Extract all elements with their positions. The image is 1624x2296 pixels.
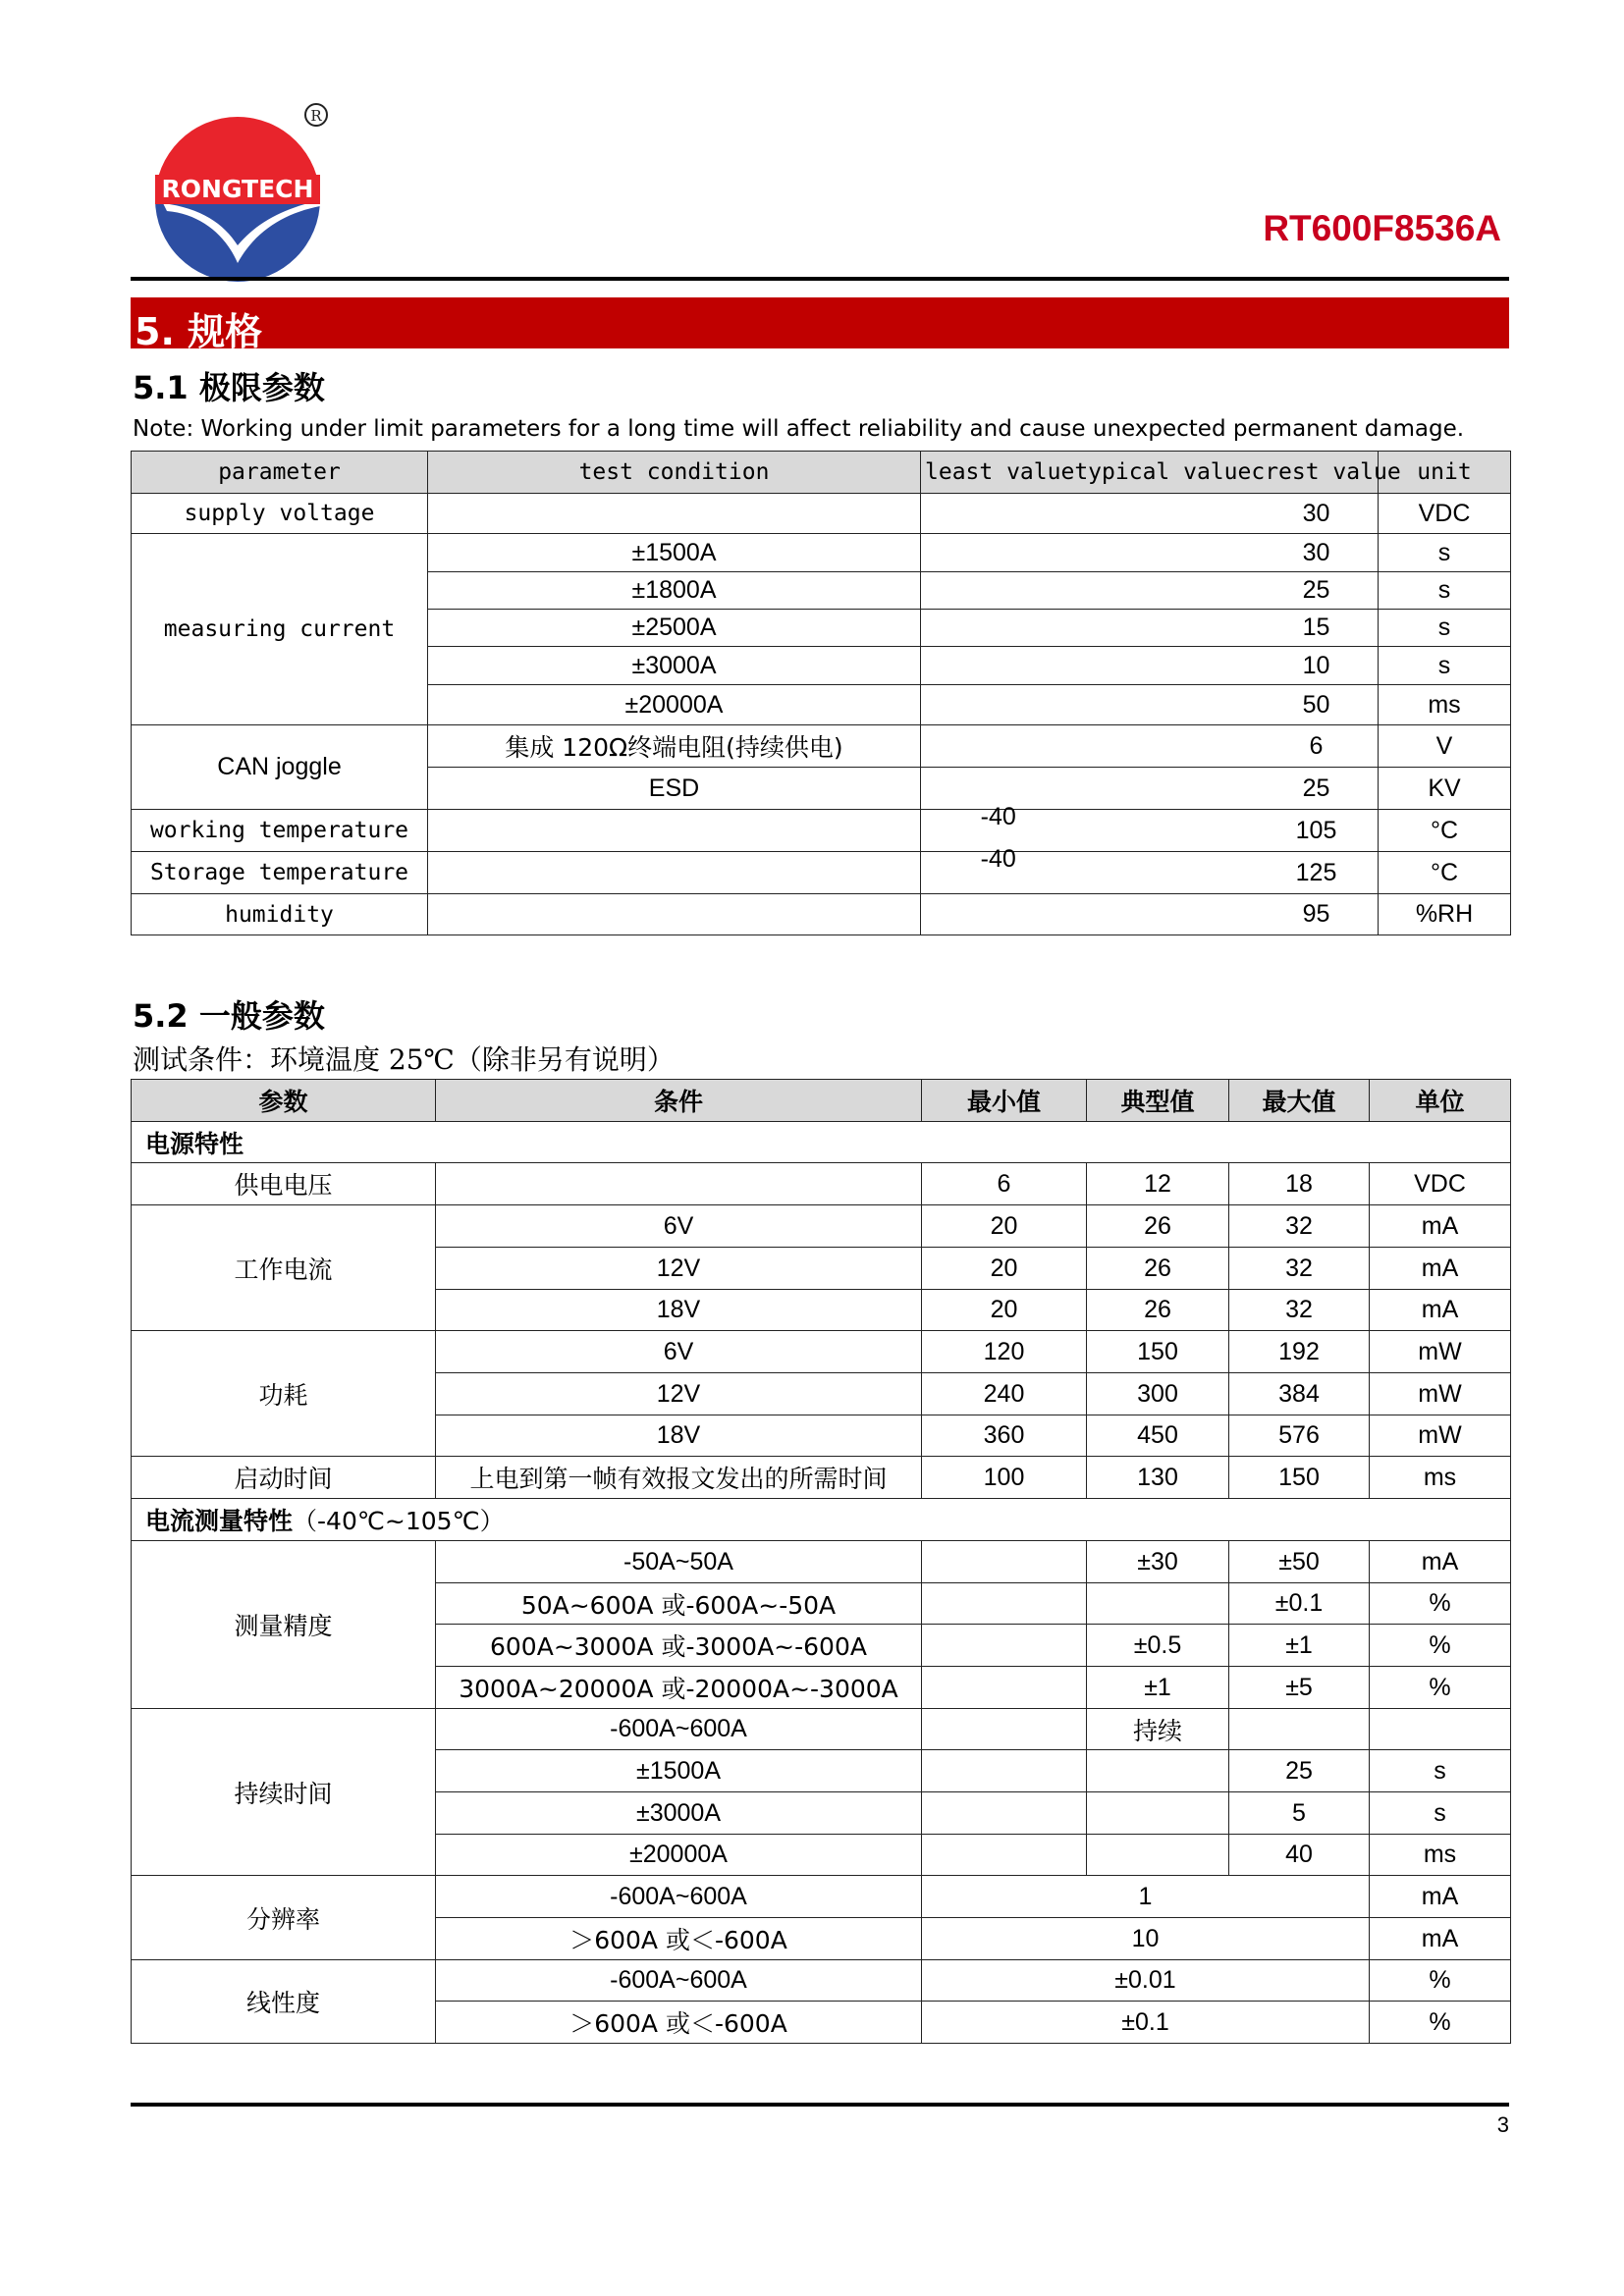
section-title: 5. 规格 <box>135 310 263 353</box>
cell-max: 576 <box>1229 1415 1370 1457</box>
group-measure-range: （-40℃~105℃） <box>293 1507 505 1535</box>
cell-typ: 持续 <box>1087 1709 1229 1750</box>
cell-condition: -600A~600A <box>436 1709 922 1750</box>
limits-note: Note: Working under limit parameters for a long time will affect reliability and cause unexpected permanent damage. <box>133 416 1465 442</box>
cell-min: 20 <box>922 1205 1087 1248</box>
cell-unit: s <box>1379 534 1511 572</box>
table-header-row <box>132 1080 1511 1122</box>
cell-unit: s <box>1370 1792 1511 1835</box>
cell-condition: -50A~50A <box>436 1541 922 1583</box>
table-row <box>132 1457 1511 1499</box>
table-row <box>132 1709 1511 1750</box>
cell-unit: s <box>1379 572 1511 610</box>
cell-values <box>921 894 1379 935</box>
cell-typ: ±0.01 <box>922 1960 1370 2002</box>
cell-unit: mW <box>1370 1373 1511 1415</box>
cell-min: 20 <box>922 1290 1087 1331</box>
header-values <box>921 452 1401 494</box>
cell-condition: ±2500A <box>428 610 921 647</box>
cell-unit: °C <box>1379 852 1511 894</box>
table-row <box>132 1541 1511 1583</box>
cell-max: 150 <box>1229 1457 1370 1499</box>
cell-typ: 450 <box>1087 1415 1229 1457</box>
header-typ: typical value <box>1074 459 1252 485</box>
cell-unit: KV <box>1379 768 1511 810</box>
header-param: 参数 <box>132 1080 436 1122</box>
cell-unit: % <box>1370 1583 1511 1625</box>
cell-typ: 130 <box>1087 1457 1229 1499</box>
cell-unit: ms <box>1379 685 1511 725</box>
cell-max: ±5 <box>1229 1667 1370 1709</box>
cell-min <box>922 1709 1087 1750</box>
header-max: crest value <box>1251 459 1401 485</box>
cell-condition <box>428 852 921 894</box>
table-row <box>132 810 1511 852</box>
cell-values <box>921 685 1379 725</box>
cell-typ <box>1087 1750 1229 1792</box>
cell-max: 192 <box>1229 1331 1370 1373</box>
cell-min: 100 <box>922 1457 1087 1499</box>
cell-min <box>922 1667 1087 1709</box>
cell-unit: mW <box>1370 1415 1511 1457</box>
table-row <box>132 1960 1511 2002</box>
header-condition: test condition <box>428 452 921 494</box>
footer-rule <box>131 2103 1509 2107</box>
cell-typ <box>1087 1583 1229 1625</box>
cell-condition: 12V <box>436 1248 922 1290</box>
header-min: 最小值 <box>922 1080 1087 1122</box>
header-min: least value <box>925 459 1075 485</box>
cell-unit: mA <box>1370 1541 1511 1583</box>
table-row <box>132 1205 1511 1248</box>
page-number: 3 <box>1496 2112 1509 2137</box>
cell-max: ±0.1 <box>1229 1583 1370 1625</box>
param-label: measuring current <box>132 534 428 725</box>
cell-typ: 26 <box>1087 1205 1229 1248</box>
cell-min: 20 <box>922 1248 1087 1290</box>
document-code: RT600F8536A <box>1263 208 1501 248</box>
table-row <box>132 894 1511 935</box>
param-label: supply voltage <box>132 494 428 534</box>
cell-condition: ±1500A <box>436 1750 922 1792</box>
table-row <box>132 1331 1511 1373</box>
cell-values <box>921 534 1379 572</box>
header-rule <box>131 277 1509 281</box>
table-row <box>132 534 1511 572</box>
cell-condition: 12V <box>436 1373 922 1415</box>
cell-max: 6 <box>1309 731 1324 760</box>
cell-values <box>921 610 1379 647</box>
limits-heading: 5.1 极限参数 <box>133 369 325 406</box>
cell-unit: ms <box>1370 1457 1511 1499</box>
cell-typ: ±30 <box>1087 1541 1229 1583</box>
cell-min <box>922 1792 1087 1835</box>
cell-values <box>921 844 1379 894</box>
group-power-label: 电源特性 <box>132 1122 1511 1163</box>
group-row <box>132 1499 1511 1541</box>
rongtech-logo <box>147 98 344 285</box>
cell-values <box>921 647 1379 685</box>
cell-condition <box>428 494 921 534</box>
cell-min: 240 <box>922 1373 1087 1415</box>
cell-values <box>921 725 1379 768</box>
header-max: 最大值 <box>1229 1080 1370 1122</box>
table-row <box>132 494 1511 534</box>
cell-unit: mA <box>1370 1290 1511 1331</box>
header-parameter: parameter <box>132 452 428 494</box>
cell-min <box>922 1625 1087 1667</box>
group-row <box>132 1122 1511 1163</box>
cell-unit: V <box>1379 725 1511 768</box>
cell-condition: ±1800A <box>428 572 921 610</box>
param-label: working temperature <box>132 810 428 852</box>
cell-condition: 18V <box>436 1415 922 1457</box>
cell-max: 25 <box>1229 1750 1370 1792</box>
cell-unit: % <box>1370 2002 1511 2044</box>
table-header-row <box>132 452 1511 494</box>
cell-values <box>921 572 1379 610</box>
cell-max: ±50 <box>1229 1541 1370 1583</box>
table-row <box>132 852 1511 894</box>
cell-condition: ESD <box>428 768 921 810</box>
cell-unit: mW <box>1370 1331 1511 1373</box>
cell-unit: s <box>1379 647 1511 685</box>
cell-condition: ±1500A <box>428 534 921 572</box>
cell-condition: 3000A~20000A 或-20000A~-3000A <box>436 1667 922 1709</box>
cell-condition: 50A~600A 或-600A~-50A <box>436 1583 922 1625</box>
cell-min: -40 <box>980 802 1016 830</box>
cell-unit: % <box>1370 1625 1511 1667</box>
cell-min <box>922 1541 1087 1583</box>
cell-values <box>921 494 1379 534</box>
cell-min <box>922 1835 1087 1876</box>
cell-max: 25 <box>1302 774 1330 802</box>
cell-max: 18 <box>1229 1163 1370 1205</box>
param-label: 功耗 <box>132 1331 436 1457</box>
cell-max: ±1 <box>1229 1625 1370 1667</box>
limit-parameters-table <box>131 451 1511 935</box>
param-label: 测量精度 <box>132 1541 436 1709</box>
group-measure-title: 电流测量特性 <box>145 1507 294 1535</box>
header-typ: 典型值 <box>1087 1080 1229 1122</box>
cell-typ: 300 <box>1087 1373 1229 1415</box>
cell-condition: 集成 120Ω终端电阻(持续供电) <box>428 725 921 768</box>
cell-unit: % <box>1370 1667 1511 1709</box>
cell-unit: VDC <box>1379 494 1511 534</box>
cell-min: 6 <box>922 1163 1087 1205</box>
cell-condition: ＞600A 或＜-600A <box>436 2002 922 2044</box>
cell-unit: mA <box>1370 1876 1511 1918</box>
param-label: 启动时间 <box>132 1457 436 1499</box>
cell-max: 32 <box>1229 1290 1370 1331</box>
cell-max: 15 <box>1302 614 1330 641</box>
svg-text:R: R <box>310 107 322 125</box>
cell-max: 40 <box>1229 1835 1370 1876</box>
cell-min: 120 <box>922 1331 1087 1373</box>
cell-condition: 600A~3000A 或-3000A~-600A <box>436 1625 922 1667</box>
cell-min: 360 <box>922 1415 1087 1457</box>
general-parameters-table <box>131 1079 1511 2044</box>
cell-unit: % <box>1370 1960 1511 2002</box>
logo-brand-text: RONGTECH <box>161 175 314 203</box>
cell-condition: 18V <box>436 1290 922 1331</box>
param-label: 持续时间 <box>132 1709 436 1876</box>
cell-max <box>1229 1709 1370 1750</box>
cell-unit: mA <box>1370 1205 1511 1248</box>
table-row <box>132 725 1511 768</box>
cell-min: -40 <box>980 844 1016 873</box>
general-heading: 5.2 一般参数 <box>133 997 325 1035</box>
cell-condition: ±3000A <box>428 647 921 685</box>
cell-condition: ±20000A <box>436 1835 922 1876</box>
cell-condition: -600A~600A <box>436 1960 922 2002</box>
section-banner <box>131 297 1509 353</box>
header-unit: 单位 <box>1370 1080 1511 1122</box>
cell-typ <box>1087 1792 1229 1835</box>
cell-condition: ±3000A <box>436 1792 922 1835</box>
cell-min <box>922 1583 1087 1625</box>
param-label: 分辨率 <box>132 1876 436 1960</box>
cell-condition <box>428 894 921 935</box>
param-label: CAN joggle <box>132 725 428 810</box>
cell-condition: 6V <box>436 1331 922 1373</box>
cell-condition: -600A~600A <box>436 1876 922 1918</box>
group-measure-label <box>132 1499 1511 1541</box>
header-condition: 条件 <box>436 1080 922 1122</box>
cell-unit: VDC <box>1370 1163 1511 1205</box>
cell-max: 10 <box>1302 651 1330 679</box>
cell-max: 32 <box>1229 1248 1370 1290</box>
cell-typ: 26 <box>1087 1248 1229 1290</box>
cell-typ: 12 <box>1087 1163 1229 1205</box>
table-row <box>132 1163 1511 1205</box>
cell-max: 95 <box>1302 900 1330 928</box>
cell-max: 50 <box>1302 690 1330 719</box>
cell-typ: 26 <box>1087 1290 1229 1331</box>
cell-max: 105 <box>1295 816 1337 844</box>
cell-unit: s <box>1379 610 1511 647</box>
cell-unit <box>1370 1709 1511 1750</box>
cell-max: 5 <box>1229 1792 1370 1835</box>
cell-max: 125 <box>1295 858 1337 886</box>
cell-max: 25 <box>1302 576 1330 604</box>
cell-max: 30 <box>1302 499 1330 527</box>
cell-typ: 10 <box>922 1918 1370 1960</box>
cell-typ: ±1 <box>1087 1667 1229 1709</box>
param-label: 工作电流 <box>132 1205 436 1331</box>
test-condition-note: 测试条件：环境温度 25℃（除非另有说明） <box>133 1043 675 1076</box>
table-row <box>132 1876 1511 1918</box>
cell-typ: 150 <box>1087 1331 1229 1373</box>
cell-condition: 上电到第一帧有效报文发出的所需时间 <box>436 1457 922 1499</box>
cell-unit: °C <box>1379 810 1511 852</box>
cell-min <box>922 1750 1087 1792</box>
cell-unit: s <box>1370 1750 1511 1792</box>
cell-condition <box>428 810 921 852</box>
cell-max: 384 <box>1229 1373 1370 1415</box>
param-label: Storage temperature <box>132 852 428 894</box>
cell-typ: 1 <box>922 1876 1370 1918</box>
header-unit: unit <box>1379 452 1511 494</box>
cell-typ <box>1087 1835 1229 1876</box>
cell-condition: 6V <box>436 1205 922 1248</box>
cell-typ: ±0.5 <box>1087 1625 1229 1667</box>
cell-typ: ±0.1 <box>922 2002 1370 2044</box>
cell-condition <box>436 1163 922 1205</box>
cell-unit: ms <box>1370 1835 1511 1876</box>
param-label: 线性度 <box>132 1960 436 2044</box>
param-label: 供电电压 <box>132 1163 436 1205</box>
cell-condition: ＞600A 或＜-600A <box>436 1918 922 1960</box>
cell-unit: mA <box>1370 1918 1511 1960</box>
cell-unit: %RH <box>1379 894 1511 935</box>
cell-max: 30 <box>1302 538 1330 566</box>
param-label: humidity <box>132 894 428 935</box>
cell-condition: ±20000A <box>428 685 921 725</box>
cell-max: 32 <box>1229 1205 1370 1248</box>
cell-unit: mA <box>1370 1248 1511 1290</box>
